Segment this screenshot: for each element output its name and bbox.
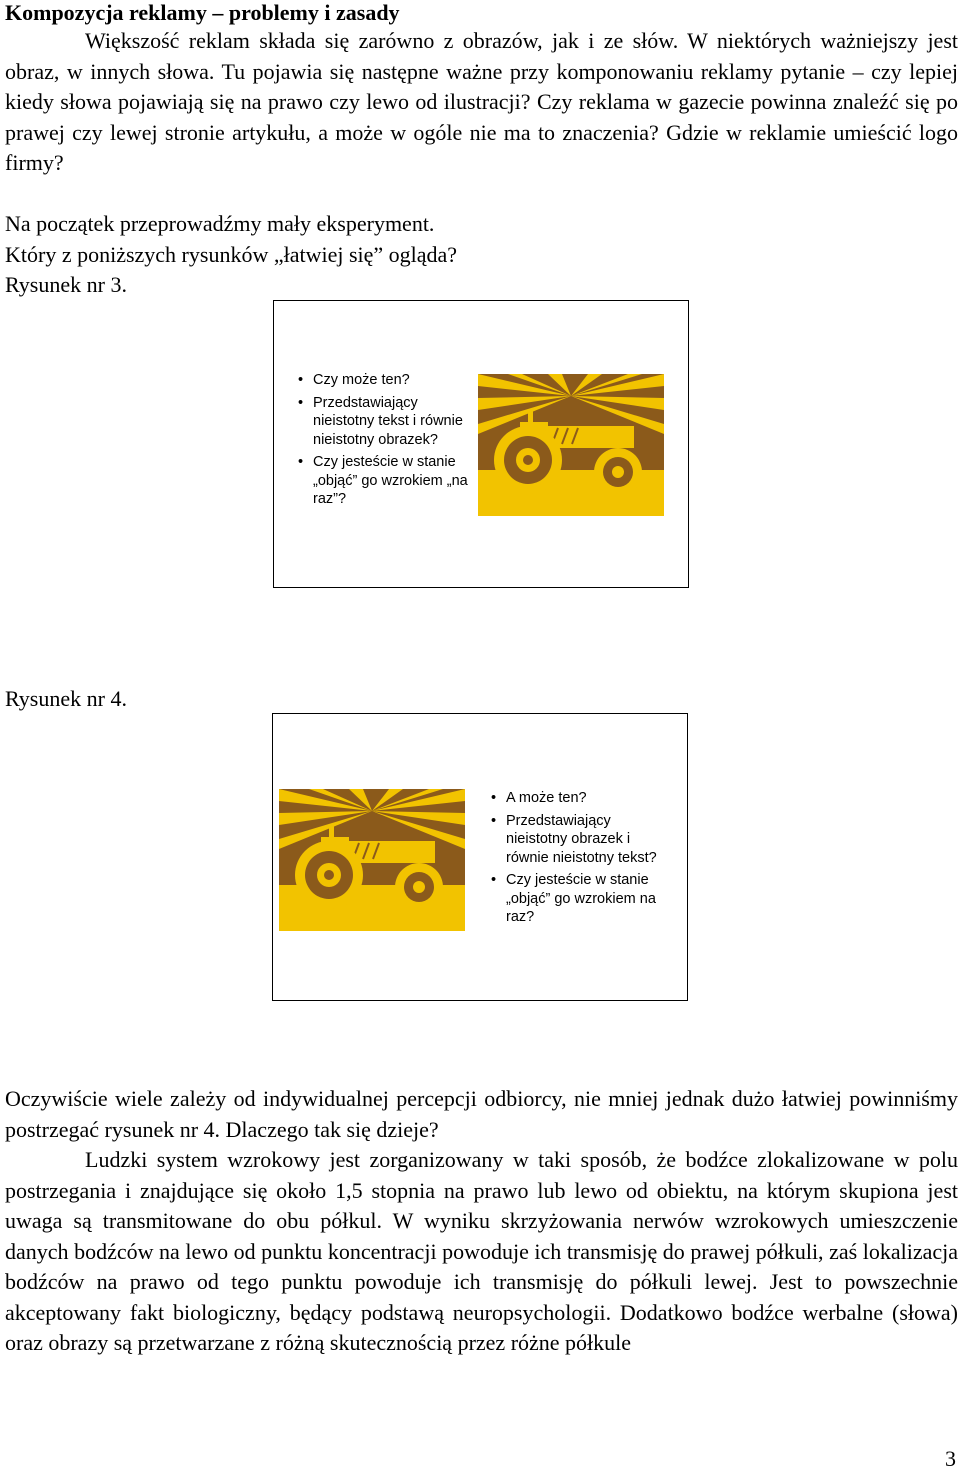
tractor-clipart-icon <box>478 374 664 516</box>
intro-paragraph <box>5 26 958 179</box>
figure3-slide <box>273 300 689 588</box>
figure4-bullet: • Przedstawiający nieistotny obrazek i równie nieistotny tekst? <box>489 812 669 868</box>
conclusion-section <box>5 1084 958 1359</box>
figure3-bullet: • Przedstawiający nieistotny tekst i równie nieistotny obrazek? <box>296 394 481 450</box>
question-line: Który z poniższych rysunków „łatwiej się” ogląda? <box>5 242 458 267</box>
figure3-caption: Rysunek nr 3. <box>5 272 127 297</box>
figure3-bullet: • Czy jesteście w stanie „objąć” go wzrokiem „na raz”? <box>296 453 481 509</box>
figure3-bullet: • Czy może ten? <box>296 371 481 390</box>
figure4-bullet: • Czy jesteście w stanie „objąć” go wzrokiem na raz? <box>489 871 669 927</box>
figure3-bullet-list <box>296 371 481 513</box>
figure4-slide <box>272 713 688 1001</box>
conclusion-paragraph-2: Ludzki system wzrokowy jest zorganizowany w taki sposób, że bodźce zlokalizowane w polu postrzegania i znajdujące się około 1,5 stopnia na prawo lub lewo od obiektu, na którym skupiona jest uwaga są transmitowane do obu półkul. W wyniku skrzyżowania nerwów wzrokowych umieszczenie danych bodźców na lewo od punktu koncentracji powoduje ich transmisję do prawej półkuli, zaś lokalizacja bodźców na prawo od tego punktu powoduje ich transmisję do półkuli lewej. Jest to powszechnie akceptowany fakt biologiczny, będący podstawą neuropsychologii. Dodatkowo bodźce werbalne (słowa) oraz obrazy są przetwarzane z różną skutecznością przez różne półkule <box>5 1147 958 1355</box>
intro-text: Większość reklam składa się zarówno z obrazów, jak i ze słów. W niektórych ważniejszy jest obraz, w innych słowa. Tu pojawia się następne ważne przy komponowaniu reklamy pytanie – czy lepiej kiedy słowa pojawiają się na prawo czy lewo od ilustracji? Czy reklama w gazecie powinna znaleźć się po prawej czy lewej stronie artykułu, a może w ogóle nie ma to znaczenia? Gdzie w reklamie umieścić logo firmy? <box>5 28 958 175</box>
tractor-clipart-icon <box>279 789 465 931</box>
figure4-bullet-list <box>489 789 669 931</box>
conclusion-paragraph-1: Oczywiście wiele zależy od indywidualnej percepcji odbiorcy, nie mniej jednak dużo łatwiej powinniśmy postrzegać rysunek nr 4. Dlaczego tak się dzieje? <box>5 1086 958 1142</box>
experiment-line: Na początek przeprowadźmy mały eksperyment. <box>5 211 435 236</box>
figure4-bullet: • A może ten? <box>489 789 669 808</box>
figure4-caption: Rysunek nr 4. <box>5 686 127 711</box>
page-title: Kompozycja reklamy – problemy i zasady <box>5 0 400 25</box>
page-number: 3 <box>945 1446 956 1471</box>
